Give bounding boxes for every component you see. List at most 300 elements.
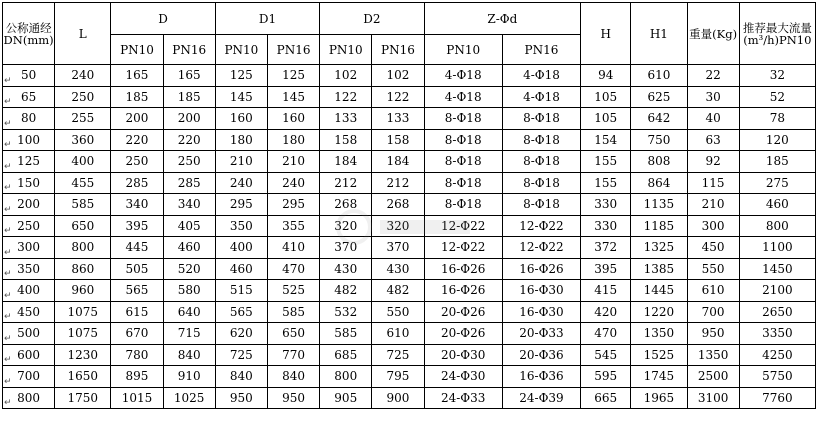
- cell-value: 4-Φ18: [444, 89, 482, 104]
- cell-value: 685: [334, 347, 358, 362]
- cell-H1: [631, 129, 687, 151]
- cell-H: [581, 366, 631, 388]
- cell-value: 550: [386, 304, 410, 319]
- cell-D-pn16: [163, 65, 215, 87]
- cell-value: 102: [386, 68, 410, 83]
- cell-Z-pn16: [502, 65, 580, 87]
- cell-D-pn10: [111, 366, 163, 388]
- cell-dn: [3, 86, 55, 108]
- cell-Z-pn10: [424, 65, 502, 87]
- cell-value: 532: [334, 304, 358, 319]
- cell-value: 268: [334, 197, 358, 212]
- cell-H1: [631, 237, 687, 259]
- cell-value: 585: [71, 197, 95, 212]
- cell-flow: [739, 280, 815, 302]
- cell-D1-pn16: [267, 129, 319, 151]
- cell-D2-pn16: [372, 194, 424, 216]
- cell-H1: [631, 344, 687, 366]
- cell-value: 864: [647, 175, 671, 190]
- cell-H1: [631, 301, 687, 323]
- cell-weight: [687, 258, 739, 280]
- cell-value: 795: [386, 369, 410, 384]
- cell-D2-pn10: [320, 323, 372, 345]
- cell-value: 1025: [173, 390, 205, 405]
- cell-weight: [687, 129, 739, 151]
- cell-D-pn16: [163, 301, 215, 323]
- cell-D-pn10: [111, 301, 163, 323]
- cell-value: 1745: [643, 369, 675, 384]
- cell-weight: [687, 65, 739, 87]
- cell-D1-pn10: [215, 280, 267, 302]
- spec-table-container: [2, 2, 816, 409]
- cell-value: 185: [125, 89, 149, 104]
- cell-value: 840: [177, 347, 201, 362]
- cell-value: 125: [17, 154, 41, 169]
- cell-value: 1135: [643, 197, 675, 212]
- cell-D1-pn16: [267, 108, 319, 130]
- cell-value: 155: [594, 175, 618, 190]
- cell-value: 184: [386, 154, 410, 169]
- cell-dn: [3, 172, 55, 194]
- table-row: [3, 323, 816, 345]
- cell-D2-pn10: [320, 366, 372, 388]
- cell-D2-pn16: [372, 172, 424, 194]
- cell-D1-pn16: [267, 258, 319, 280]
- cell-value: 650: [282, 326, 305, 341]
- cell-D1-pn16: [267, 172, 319, 194]
- header-weight: 重量(Kg): [687, 3, 739, 65]
- cell-D2-pn10: [320, 194, 372, 216]
- cell-weight: [687, 301, 739, 323]
- cell-Z-pn10: [424, 323, 502, 345]
- cell-value: 185: [177, 89, 201, 104]
- cell-value: 16-Φ36: [519, 369, 564, 384]
- cell-D-pn16: [163, 108, 215, 130]
- paragraph-mark-icon: ↵: [4, 398, 12, 408]
- cell-value: 220: [125, 132, 149, 147]
- cell-value: 100: [17, 132, 41, 147]
- cell-flow: [739, 108, 815, 130]
- cell-flow: [739, 172, 815, 194]
- cell-Z-pn16: [502, 323, 580, 345]
- cell-D1-pn10: [215, 344, 267, 366]
- cell-value: 240: [229, 175, 253, 190]
- cell-value: 158: [386, 132, 410, 147]
- cell-value: 950: [229, 390, 253, 405]
- cell-D1-pn16: [267, 215, 319, 237]
- cell-H1: [631, 65, 687, 87]
- cell-L: [55, 237, 111, 259]
- cell-D1-pn16: [267, 65, 319, 87]
- cell-Z-pn10: [424, 258, 502, 280]
- cell-D-pn10: [111, 258, 163, 280]
- cell-value: 145: [282, 89, 305, 104]
- paragraph-mark-icon: ↵: [4, 75, 12, 86]
- cell-value: 210: [701, 197, 725, 212]
- cell-weight: [687, 172, 739, 194]
- cell-value: 860: [71, 261, 95, 276]
- paragraph-mark-icon: ↵: [4, 376, 12, 387]
- cell-flow: [739, 258, 815, 280]
- cell-D-pn16: [163, 280, 215, 302]
- cell-L: [55, 215, 111, 237]
- cell-L: [55, 129, 111, 151]
- cell-flow: [739, 237, 815, 259]
- cell-value: 610: [386, 326, 410, 341]
- header-dn: 公称通经DN(mm): [3, 3, 55, 65]
- cell-value: 180: [229, 132, 253, 147]
- cell-value: 670: [125, 326, 149, 341]
- cell-D1-pn10: [215, 258, 267, 280]
- cell-value: 800: [765, 218, 789, 233]
- cell-D-pn16: [163, 387, 215, 409]
- header-H1: H1: [631, 3, 687, 65]
- header-D2: D2: [320, 3, 424, 35]
- cell-value: 120: [765, 132, 789, 147]
- cell-value: 515: [229, 283, 253, 298]
- cell-H: [581, 129, 631, 151]
- cell-value: 725: [386, 347, 410, 362]
- cell-flow: [739, 387, 815, 409]
- cell-value: 63: [705, 132, 721, 147]
- cell-D2-pn10: [320, 129, 372, 151]
- cell-D1-pn10: [215, 215, 267, 237]
- cell-value: 4-Φ18: [523, 89, 560, 104]
- cell-L: [55, 151, 111, 173]
- cell-weight: [687, 366, 739, 388]
- cell-Z-pn10: [424, 129, 502, 151]
- cell-value: 715: [177, 326, 201, 341]
- cell-value: 4-Φ18: [444, 68, 482, 83]
- cell-value: 565: [229, 304, 253, 319]
- cell-value: 24-Φ30: [440, 369, 486, 384]
- cell-value: 1350: [643, 326, 675, 341]
- cell-weight: [687, 86, 739, 108]
- cell-D1-pn16: [267, 86, 319, 108]
- cell-value: 7760: [762, 390, 793, 405]
- cell-value: 450: [701, 240, 725, 255]
- cell-L: [55, 86, 111, 108]
- header-Z-pn16: PN16: [502, 35, 580, 65]
- cell-value: 585: [334, 326, 358, 341]
- cell-D2-pn16: [372, 65, 424, 87]
- cell-L: [55, 108, 111, 130]
- cell-value: 122: [334, 89, 358, 104]
- cell-D-pn10: [111, 344, 163, 366]
- cell-D1-pn16: [267, 194, 319, 216]
- cell-D1-pn16: [267, 280, 319, 302]
- cell-value: 145: [229, 89, 253, 104]
- cell-value: 8-Φ18: [444, 111, 482, 126]
- cell-L: [55, 194, 111, 216]
- cell-value: 65: [20, 89, 37, 104]
- cell-value: 460: [177, 240, 201, 255]
- cell-value: 8-Φ18: [523, 111, 560, 126]
- table-row: [3, 366, 816, 388]
- cell-D1-pn16: [267, 323, 319, 345]
- cell-D2-pn10: [320, 344, 372, 366]
- header-Z-pn10: PN10: [424, 35, 502, 65]
- header-H: H: [581, 3, 631, 65]
- cell-D1-pn10: [215, 237, 267, 259]
- cell-value: 1015: [121, 390, 153, 405]
- cell-value: 32: [769, 68, 785, 83]
- cell-D2-pn16: [372, 86, 424, 108]
- header-L: L: [55, 3, 111, 65]
- cell-value: 24-Φ39: [519, 390, 564, 405]
- cell-value: 410: [282, 240, 305, 255]
- cell-L: [55, 172, 111, 194]
- paragraph-mark-icon: ↵: [4, 140, 12, 150]
- cell-D1-pn10: [215, 172, 267, 194]
- cell-H1: [631, 323, 687, 345]
- paragraph-mark-icon: ↵: [4, 161, 12, 172]
- cell-H: [581, 108, 631, 130]
- paragraph-mark-icon: ↵: [4, 226, 12, 236]
- cell-D2-pn16: [372, 387, 424, 409]
- cell-H1: [631, 387, 687, 409]
- cell-value: 700: [701, 304, 725, 319]
- cell-flow: [739, 65, 815, 87]
- cell-value: 400: [71, 154, 95, 169]
- cell-value: 92: [705, 154, 721, 169]
- cell-H1: [631, 108, 687, 130]
- cell-dn: [3, 215, 55, 237]
- cell-value: 450: [17, 304, 41, 319]
- table-row: [3, 151, 816, 173]
- cell-D-pn16: [163, 237, 215, 259]
- cell-value: 1525: [643, 347, 675, 362]
- cell-value: 1220: [643, 304, 675, 319]
- cell-dn: [3, 301, 55, 323]
- cell-H1: [631, 172, 687, 194]
- cell-value: 615: [125, 304, 149, 319]
- cell-D-pn16: [163, 344, 215, 366]
- table-row: [3, 86, 816, 108]
- header-D2-pn10: PN10: [320, 35, 372, 65]
- cell-D2-pn10: [320, 215, 372, 237]
- cell-value: 165: [177, 68, 201, 83]
- cell-H: [581, 280, 631, 302]
- cell-value: 184: [334, 154, 358, 169]
- cell-value: 430: [334, 261, 358, 276]
- cell-weight: [687, 151, 739, 173]
- cell-value: 1350: [697, 347, 729, 362]
- cell-value: 8-Φ18: [444, 132, 482, 147]
- cell-value: 8-Φ18: [523, 197, 560, 212]
- cell-value: 580: [177, 283, 201, 298]
- cell-D2-pn16: [372, 301, 424, 323]
- cell-Z-pn16: [502, 194, 580, 216]
- cell-value: 2500: [697, 369, 729, 384]
- cell-H1: [631, 151, 687, 173]
- cell-D-pn10: [111, 194, 163, 216]
- cell-Z-pn10: [424, 344, 502, 366]
- cell-value: 295: [282, 197, 305, 212]
- cell-value: 500: [17, 326, 41, 341]
- cell-Z-pn10: [424, 108, 502, 130]
- cell-value: 240: [282, 175, 305, 190]
- cell-D2-pn10: [320, 151, 372, 173]
- cell-D1-pn10: [215, 151, 267, 173]
- header-flow: 推荐最大流量(m³/h)PN10: [739, 3, 815, 65]
- cell-value: 212: [386, 175, 410, 190]
- cell-Z-pn16: [502, 108, 580, 130]
- cell-value: 8-Φ18: [444, 175, 482, 190]
- cell-D1-pn10: [215, 129, 267, 151]
- cell-value: 8-Φ18: [444, 154, 482, 169]
- cell-flow: [739, 151, 815, 173]
- cell-Z-pn10: [424, 151, 502, 173]
- cell-weight: [687, 387, 739, 409]
- cell-Z-pn16: [502, 258, 580, 280]
- cell-L: [55, 366, 111, 388]
- cell-value: 1445: [643, 283, 675, 298]
- cell-value: 250: [17, 218, 41, 233]
- cell-D-pn10: [111, 129, 163, 151]
- cell-value: 1185: [643, 218, 675, 233]
- cell-value: 905: [334, 390, 358, 405]
- cell-value: 150: [17, 175, 41, 190]
- paragraph-mark-icon: ↵: [4, 118, 12, 129]
- cell-value: 642: [647, 111, 671, 126]
- table-row: [3, 237, 816, 259]
- cell-Z-pn16: [502, 237, 580, 259]
- cell-value: 154: [594, 132, 618, 147]
- cell-H1: [631, 366, 687, 388]
- cell-H: [581, 86, 631, 108]
- cell-value: 185: [765, 154, 789, 169]
- cell-D1-pn16: [267, 237, 319, 259]
- cell-value: 1100: [762, 240, 793, 255]
- table-row: [3, 65, 816, 87]
- cell-weight: [687, 280, 739, 302]
- cell-value: 16-Φ30: [519, 283, 564, 298]
- cell-L: [55, 65, 111, 87]
- cell-D-pn10: [111, 280, 163, 302]
- cell-value: 20-Φ36: [519, 347, 564, 362]
- cell-value: 158: [334, 132, 358, 147]
- cell-value: 445: [125, 240, 149, 255]
- header-D-pn16: PN16: [163, 35, 215, 65]
- cell-dn: [3, 323, 55, 345]
- cell-D-pn10: [111, 215, 163, 237]
- cell-weight: [687, 237, 739, 259]
- cell-value: 470: [594, 326, 618, 341]
- cell-value: 300: [17, 240, 41, 255]
- cell-value: 22: [705, 68, 721, 83]
- cell-value: 1325: [643, 240, 675, 255]
- cell-dn: [3, 65, 55, 87]
- cell-L: [55, 344, 111, 366]
- cell-Z-pn16: [502, 86, 580, 108]
- cell-H: [581, 387, 631, 409]
- cell-value: 780: [125, 347, 149, 362]
- cell-value: 545: [594, 347, 618, 362]
- cell-D1-pn10: [215, 108, 267, 130]
- cell-flow: [739, 86, 815, 108]
- cell-H: [581, 237, 631, 259]
- cell-flow: [739, 323, 815, 345]
- cell-value: 20-Φ33: [519, 326, 564, 341]
- cell-value: 840: [282, 369, 305, 384]
- paragraph-mark-icon: ↵: [4, 312, 12, 322]
- cell-Z-pn10: [424, 366, 502, 388]
- paragraph-mark-icon: ↵: [4, 290, 12, 301]
- cell-D2-pn16: [372, 258, 424, 280]
- cell-value: 105: [594, 89, 618, 104]
- cell-weight: [687, 323, 739, 345]
- cell-value: 24-Φ33: [440, 390, 486, 405]
- cell-D-pn16: [163, 194, 215, 216]
- cell-value: 460: [229, 261, 253, 276]
- cell-value: 1075: [67, 326, 99, 341]
- cell-H: [581, 65, 631, 87]
- cell-value: 133: [334, 111, 358, 126]
- cell-D1-pn10: [215, 194, 267, 216]
- cell-Z-pn10: [424, 280, 502, 302]
- cell-value: 460: [765, 197, 789, 212]
- cell-flow: [739, 366, 815, 388]
- cell-value: 165: [125, 68, 149, 83]
- cell-value: 210: [282, 154, 305, 169]
- cell-D-pn16: [163, 151, 215, 173]
- cell-L: [55, 301, 111, 323]
- cell-D2-pn10: [320, 301, 372, 323]
- header-D1-pn10: PN10: [215, 35, 267, 65]
- cell-Z-pn10: [424, 86, 502, 108]
- paragraph-mark-icon: ↵: [4, 269, 12, 279]
- cell-flow: [739, 129, 815, 151]
- cell-H1: [631, 280, 687, 302]
- cell-D-pn10: [111, 323, 163, 345]
- cell-value: 8-Φ18: [523, 132, 560, 147]
- cell-D2-pn16: [372, 323, 424, 345]
- cell-value: 125: [229, 68, 253, 83]
- cell-value: 482: [334, 283, 358, 298]
- cell-D2-pn10: [320, 172, 372, 194]
- header-Z: Z-Φd: [424, 3, 581, 35]
- paragraph-mark-icon: ↵: [4, 355, 12, 365]
- cell-value: 370: [334, 240, 358, 255]
- cell-D2-pn10: [320, 237, 372, 259]
- cell-Z-pn10: [424, 387, 502, 409]
- cell-value: 420: [594, 304, 618, 319]
- cell-D2-pn16: [372, 237, 424, 259]
- cell-value: 770: [282, 347, 305, 362]
- header-D2-pn16: PN16: [372, 35, 424, 65]
- cell-D-pn16: [163, 86, 215, 108]
- table-row: [3, 258, 816, 280]
- cell-dn: [3, 108, 55, 130]
- cell-value: 240: [71, 68, 95, 83]
- cell-D2-pn10: [320, 387, 372, 409]
- cell-D2-pn10: [320, 258, 372, 280]
- table-row: [3, 344, 816, 366]
- cell-D2-pn10: [320, 86, 372, 108]
- cell-D1-pn16: [267, 366, 319, 388]
- cell-Z-pn16: [502, 280, 580, 302]
- cell-H1: [631, 86, 687, 108]
- cell-Z-pn16: [502, 387, 580, 409]
- cell-flow: [739, 301, 815, 323]
- cell-value: 800: [17, 390, 41, 405]
- cell-H1: [631, 215, 687, 237]
- cell-Z-pn16: [502, 301, 580, 323]
- cell-value: 275: [765, 175, 789, 190]
- cell-Z-pn10: [424, 301, 502, 323]
- cell-D2-pn16: [372, 280, 424, 302]
